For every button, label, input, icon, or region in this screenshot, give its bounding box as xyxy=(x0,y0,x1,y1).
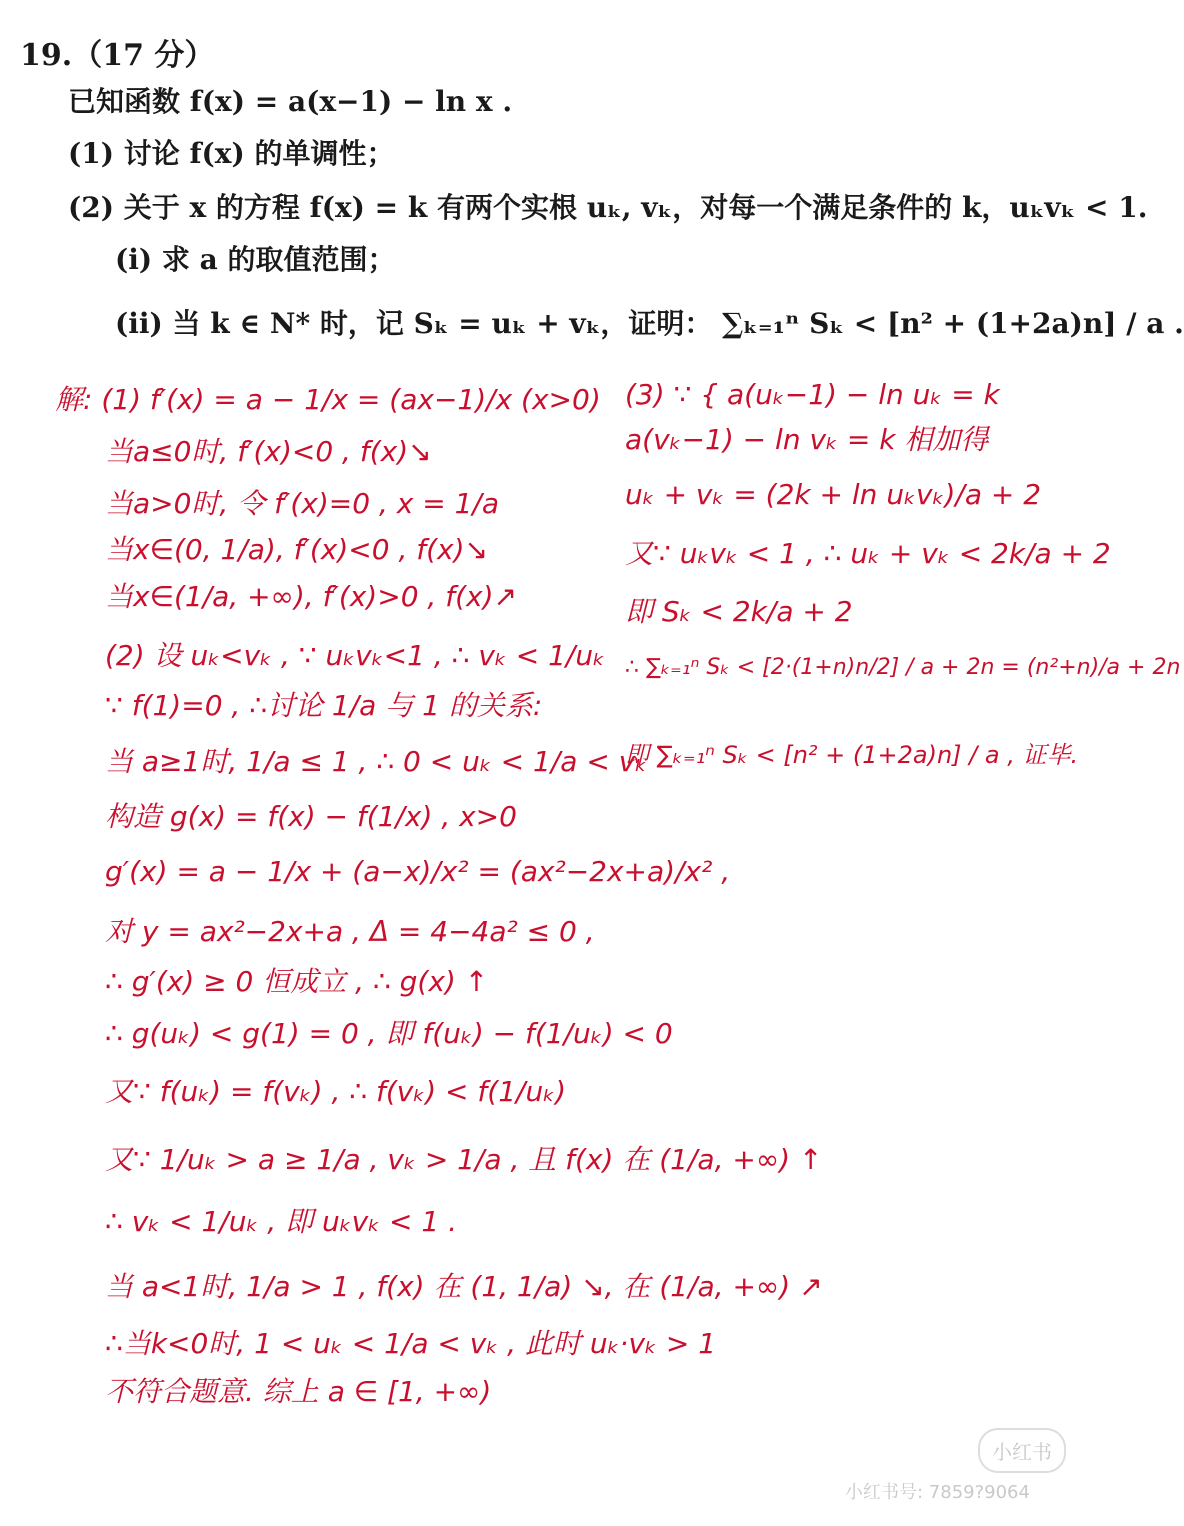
problem-given: 已知函数 f(x) = a(x−1) − ln x . xyxy=(68,85,513,118)
solution-left-line: 当x∈(1/a, +∞), f′(x)>0 , f(x)↗ xyxy=(105,580,517,613)
solution-left-line: ∴ g(uₖ) < g(1) = 0 , 即 f(uₖ) − f(1/uₖ) < 0 xyxy=(105,1017,673,1050)
solution-left-line: 构造 g(x) = f(x) − f(1/x) , x>0 xyxy=(105,800,517,833)
solution-left-line: (2) 设 uₖ<vₖ , ∵ uₖvₖ<1 , ∴ vₖ < 1/uₖ xyxy=(105,639,606,672)
problem-part-2: (2) 关于 x 的方程 f(x) = k 有两个实根 uₖ, vₖ，对每一个满足条件的 k，uₖvₖ < 1. xyxy=(68,191,1148,224)
solution-right-line: ∴ ∑ₖ₌₁ⁿ Sₖ < [2·(1+n)n/2] / a + 2n = (n²+n)/a + 2n xyxy=(625,655,1181,680)
solution-left-line: 又∵ 1/uₖ > a ≥ 1/a , vₖ > 1/a , 且 f(x) 在 (1/a, +∞) ↑ xyxy=(105,1143,823,1176)
solution-left-line: ∴ vₖ < 1/uₖ , 即 uₖvₖ < 1 . xyxy=(105,1205,458,1238)
problem-part-2-i: (i) 求 a 的取值范围； xyxy=(115,243,396,276)
solution-right-line: (3) ∵ { a(uₖ−1) − ln uₖ = k xyxy=(625,378,1000,411)
solution-right-line: 即 Sₖ < 2k/a + 2 xyxy=(625,595,853,628)
solution-right-line: 即 ∑ₖ₌₁ⁿ Sₖ < [n² + (1+2a)n] / a , 证毕. xyxy=(625,741,1079,769)
solution-left-line: 解: (1) f′(x) = a − 1/x = (ax−1)/x (x>0) xyxy=(55,383,601,416)
solution-left-line: 当x∈(0, 1/a), f′(x)<0 , f(x)↘ xyxy=(105,533,488,566)
solution-left-line: 不符合题意. 综上 a ∈ [1, +∞) xyxy=(105,1375,492,1408)
solution-left-line: 当 a≥1时, 1/a ≤ 1 , ∴ 0 < uₖ < 1/a < vₖ xyxy=(105,745,648,778)
solution-right-line: uₖ + vₖ = (2k + ln uₖvₖ)/a + 2 xyxy=(625,478,1042,511)
solution-right-line: a(vₖ−1) − ln vₖ = k 相加得 xyxy=(625,423,989,456)
solution-left-line: 对 y = ax²−2x+a , Δ = 4−4a² ≤ 0 , xyxy=(105,915,595,948)
watermark-logo: 小红书 xyxy=(978,1428,1066,1473)
watermark-id: 小红书号: 7859?9064 xyxy=(845,1482,1030,1503)
solution-left-line: ∴ g′(x) ≥ 0 恒成立 , ∴ g(x) ↑ xyxy=(105,965,489,998)
solution-left-line: ∴当k<0时, 1 < uₖ < 1/a < vₖ , 此时 uₖ·vₖ > 1 xyxy=(105,1327,717,1360)
solution-left-line: 当 a<1时, 1/a > 1 , f(x) 在 (1, 1/a) ↘, 在 (1/a, +∞) ↗ xyxy=(105,1270,823,1303)
solution-left-line: 当a>0时, 令 f′(x)=0 , x = 1/a xyxy=(105,487,499,520)
problem-part-2-ii: (ii) 当 k ∈ N* 时，记 Sₖ = uₖ + vₖ，证明： ∑ₖ₌₁ⁿ Sₖ < [n² + (1+2a)n] / a . xyxy=(115,307,1184,340)
solution-left-line: 当a≤0时, f′(x)<0 , f(x)↘ xyxy=(105,435,432,468)
problem-part-1: (1) 讨论 f(x) 的单调性； xyxy=(68,137,395,170)
solution-right-line: 又∵ uₖvₖ < 1 , ∴ uₖ + vₖ < 2k/a + 2 xyxy=(625,537,1111,570)
solution-left-line: g′(x) = a − 1/x + (a−x)/x² = (ax²−2x+a)/x² , xyxy=(105,855,731,888)
solution-left-line: ∵ f(1)=0 , ∴讨论 1/a 与 1 的关系: xyxy=(105,689,543,722)
solution-left-line: 又∵ f(uₖ) = f(vₖ) , ∴ f(vₖ) < f(1/uₖ) xyxy=(105,1075,567,1108)
problem-number: 19.（17 分） xyxy=(20,38,215,73)
